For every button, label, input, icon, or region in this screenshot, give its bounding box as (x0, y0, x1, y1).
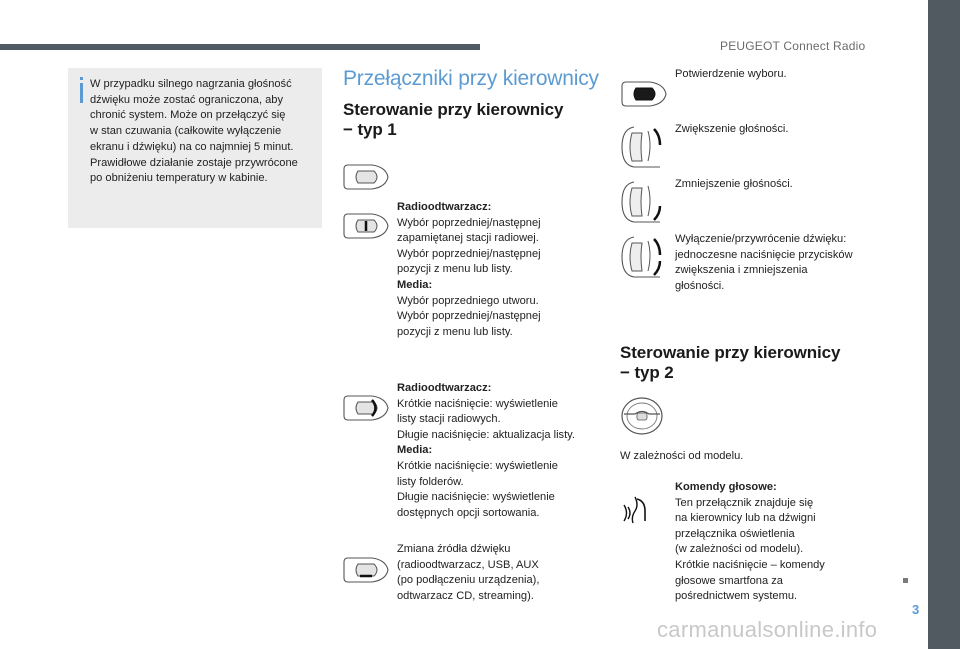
text-line: jednoczesne naciśnięcie przycisków (675, 248, 853, 261)
type2-title-line: Sterowanie przy kierownicy (620, 343, 841, 362)
steering-control-icon (342, 163, 390, 191)
steering-list-icon (342, 394, 390, 422)
mute-description (675, 232, 853, 294)
header-bar (0, 44, 480, 50)
voice-command-icon (623, 493, 659, 525)
steering-volume-down-icon (620, 180, 662, 224)
steering-wheel-icon (620, 396, 664, 436)
text-line: pośrednictwem systemu. (675, 590, 798, 603)
steering-mute-icon (620, 235, 662, 279)
voice-description (675, 480, 825, 605)
text-line: na kierownicy lub na dźwigni (675, 512, 816, 525)
confirm-description (675, 67, 787, 83)
text-line: listy folderów. (397, 475, 464, 488)
text-line: Radioodtwarzacz: (397, 382, 492, 394)
steering-volume-up-icon (620, 125, 662, 169)
steering-confirm-icon (620, 80, 668, 108)
text-line: listy stacji radiowych. (397, 413, 501, 426)
note-box (68, 68, 322, 228)
text-line: Media: (397, 444, 433, 457)
text-line: pozycji z menu lub listy. (397, 263, 513, 276)
steering-source-icon (342, 556, 390, 584)
text-line: Długie naciśnięcie: wyświetlenie (397, 491, 555, 504)
text-line: W zależności od modelu. (620, 450, 744, 462)
text-line: Wyłączenie/przywrócenie dźwięku: (675, 233, 847, 245)
note-line: W przypadku silnego nagrzania głośność (90, 78, 292, 90)
text-line: Wybór poprzedniej/następnej (397, 310, 541, 323)
text-line: zapamiętanej stacji radiowej. (397, 232, 539, 245)
watermark: carmanualsonline.info (657, 617, 878, 642)
note-line: ekranu i dźwięku) na co najmniej 5 minut. (90, 140, 294, 153)
model-note (620, 449, 743, 465)
type1-title-line: − typ 1 (343, 120, 397, 139)
list-description (397, 381, 575, 521)
note-line: po obniżeniu temperatury w kabinie. (90, 172, 268, 185)
header-title: PEUGEOT Connect Radio (720, 39, 866, 53)
text-line: Wybór poprzedniego utworu. (397, 294, 539, 307)
text-line: głosowe smartfona za (675, 574, 783, 587)
note-line: Prawidłowe działanie zostaje przywrócone (90, 156, 298, 169)
text-line: (po podłączeniu urządzenia), (397, 574, 540, 587)
type2-title (620, 343, 840, 383)
text-line: Ten przełącznik znajduje się (675, 496, 814, 509)
text-line: Radioodtwarzacz: (397, 201, 492, 213)
side-strip (928, 0, 960, 649)
note-line: w stan czuwania (całkowite wyłączenie (90, 125, 282, 138)
volume-up-description (675, 122, 788, 138)
text-line: pozycji z menu lub listy. (397, 325, 513, 338)
note-text (90, 77, 322, 187)
text-line: odtwarzacz CD, streaming). (397, 589, 534, 602)
text-line: przełącznika oświetlenia (675, 527, 795, 540)
type1-title (343, 100, 563, 140)
text-line: Wybór poprzedniej/następnej (397, 216, 541, 229)
text-line: Zmniejszenie głośności. (675, 178, 793, 190)
note-line: chronić system. Może on przełączyć się (90, 109, 286, 122)
text-line: zwiększenia i zmniejszenia (675, 264, 808, 277)
type1-title-line: Sterowanie przy kierownicy (343, 100, 564, 119)
text-line: Krótkie naciśnięcie: wyświetlenie (397, 459, 558, 472)
text-line: Komendy głosowe: (675, 481, 777, 493)
text-line: (radioodtwarzacz, USB, AUX (397, 558, 539, 571)
section-title: Przełączniki przy kierownicy (343, 67, 599, 90)
page-marker (903, 578, 908, 583)
text-line: Media: (397, 278, 433, 291)
text-line: Krótkie naciśnięcie – komendy (675, 558, 825, 571)
text-line: Długie naciśnięcie: aktualizacja listy. (397, 428, 575, 441)
text-line: Krótkie naciśnięcie: wyświetlenie (397, 397, 558, 410)
text-line: Wybór poprzedniej/następnej (397, 247, 541, 260)
page-number: 3 (912, 602, 920, 617)
text-line: Potwierdzenie wyboru. (675, 68, 787, 80)
type2-title-line: − typ 2 (620, 363, 674, 382)
text-line: Zmiana źródła dźwięku (397, 543, 511, 555)
source-description (397, 542, 539, 604)
text-line: głośności. (675, 279, 725, 292)
prev-next-description (397, 200, 541, 340)
steering-prev-next-icon (342, 212, 390, 240)
note-line: dźwięku może zostać ograniczona, aby (90, 93, 284, 106)
volume-down-description (675, 177, 793, 193)
text-line: Zwiększenie głośności. (675, 123, 789, 135)
text-line: (w zależności od modelu). (675, 543, 804, 556)
text-line: dostępnych opcji sortowania. (397, 506, 540, 519)
